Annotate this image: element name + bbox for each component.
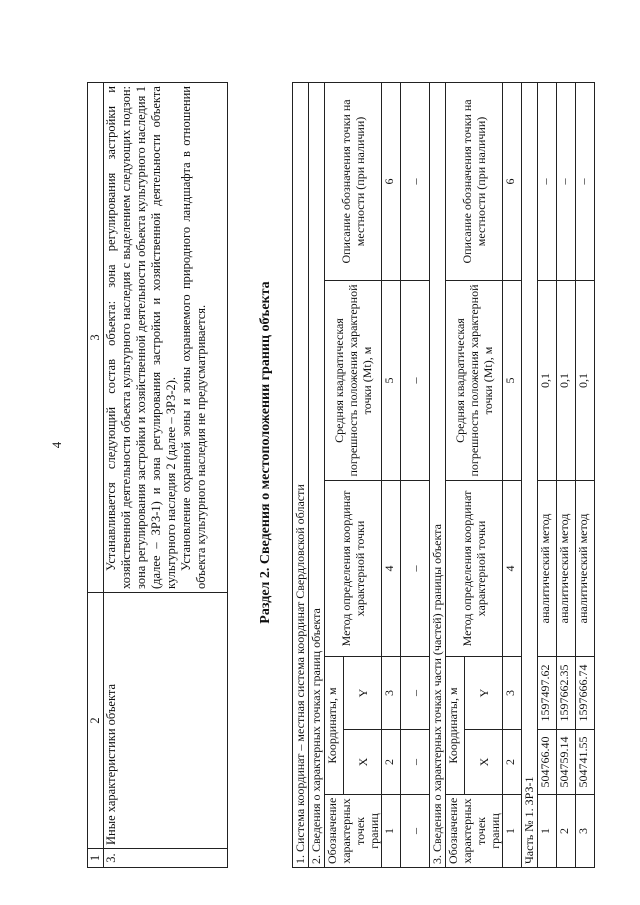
header-designation: Обозначение характерных точек границ — [446, 795, 503, 868]
table-header-row — [88, 83, 104, 868]
header-cell: 3 — [88, 83, 104, 593]
column-number: 3 — [503, 657, 522, 730]
dash-cell: – — [401, 657, 430, 730]
point-error: 0,1 — [538, 281, 557, 481]
characteristics-table — [87, 82, 228, 868]
point-error: 0,1 — [557, 281, 576, 481]
dash-cell: – — [401, 82, 430, 280]
table-row — [401, 82, 430, 867]
point-description: – — [576, 82, 595, 280]
point-x: 504759.14 — [557, 730, 576, 795]
table-row — [104, 83, 228, 868]
section-title: Раздел 2. Сведения о местоположении границ объекта — [258, 281, 273, 624]
point-method: аналитический метод — [557, 481, 576, 657]
table-header-row — [446, 82, 465, 867]
subsection-row — [309, 82, 325, 867]
part-label: Часть № 1. ЗРЗ-1 — [522, 82, 538, 867]
row-name: Иные характеристики объекта — [104, 593, 228, 849]
point-y: 1597666.74 — [576, 657, 595, 730]
page-number: 4 — [49, 441, 64, 449]
boundary-points-table — [292, 82, 595, 868]
column-number: 1 — [382, 795, 401, 868]
description-paragraph: Устанавливается следующий состав объекта: зона регулирования застройки и хозяйственной деятельности объекта культурного наследия с выделением следующих подзон: зона регулирования застройки и хозяйственной деятельности объекта культурного наследия 1 (далее – ЗРЗ-1) и зона регулирования застройки и хозяйственной деятельности объекта культурного наследия 2 (далее – ЗРЗ-2). — [104, 86, 178, 589]
header-method: Метод определения координат характерной точки — [446, 481, 503, 657]
point-number: 1 — [538, 795, 557, 868]
header-designation: Обозначение характерных точек границ — [325, 795, 382, 868]
table-row — [538, 82, 557, 867]
header-error: Средняя квадратическая погрешность положения характерной точки (Mt), м — [325, 281, 382, 481]
column-number: 6 — [382, 82, 401, 280]
row-description — [104, 83, 228, 593]
header-error: Средняя квадратическая погрешность положения характерной точки (Mt), м — [446, 281, 503, 481]
header-y: Y — [344, 657, 382, 730]
dash-cell: – — [401, 795, 430, 868]
column-number: 5 — [382, 281, 401, 481]
header-y: Y — [465, 657, 503, 730]
dash-cell: – — [401, 481, 430, 657]
point-x: 504766.40 — [538, 730, 557, 795]
column-number: 1 — [503, 795, 522, 868]
column-number: 3 — [382, 657, 401, 730]
subsection-2-title: 2. Сведения о характерных точках границ объекта — [309, 82, 325, 867]
table-header-row — [325, 82, 344, 867]
header-description: Описание обозначения точки на местности (при наличии) — [325, 82, 382, 280]
point-error: 0,1 — [576, 281, 595, 481]
header-coordinates: Координаты, м — [446, 657, 465, 795]
dash-cell: – — [401, 730, 430, 795]
point-y: 1597662.35 — [557, 657, 576, 730]
header-x: X — [465, 730, 503, 795]
column-numbers-row — [503, 82, 522, 867]
header-description: Описание обозначения точки на местности (при наличии) — [446, 82, 503, 280]
header-cell: 2 — [88, 593, 104, 849]
column-numbers-row — [382, 82, 401, 867]
column-number: 5 — [503, 281, 522, 481]
point-y: 1597497.62 — [538, 657, 557, 730]
header-x: X — [344, 730, 382, 795]
header-coordinates: Координаты, м — [325, 657, 344, 795]
point-description: – — [538, 82, 557, 280]
column-number: 2 — [382, 730, 401, 795]
point-method: аналитический метод — [538, 481, 557, 657]
part-row — [522, 82, 538, 867]
column-number: 6 — [503, 82, 522, 280]
header-method: Метод определения координат характерной точки — [325, 481, 382, 657]
coordinate-system: 1. Система координат – местная система координат Свердловской области — [293, 82, 309, 867]
description-paragraph: Установление охранной зоны и зоны охраняемого природного ландшафта в отношении объекта культурного наследия не предусматривается. — [179, 86, 208, 589]
column-number: 4 — [503, 481, 522, 657]
point-x: 504741.55 — [576, 730, 595, 795]
column-number: 4 — [382, 481, 401, 657]
point-number: 3 — [576, 795, 595, 868]
row-number: 3. — [104, 849, 228, 868]
subsection-row — [430, 82, 446, 867]
point-method: аналитический метод — [576, 481, 595, 657]
coordinate-system-row — [293, 82, 309, 867]
point-description: – — [557, 82, 576, 280]
table-row — [557, 82, 576, 867]
dash-cell: – — [401, 281, 430, 481]
table-row — [576, 82, 595, 867]
column-number: 2 — [503, 730, 522, 795]
point-number: 2 — [557, 795, 576, 868]
header-cell: 1 — [88, 849, 104, 868]
subsection-3-title: 3. Сведения о характерных точках части (частей) границы объекта — [430, 82, 446, 867]
